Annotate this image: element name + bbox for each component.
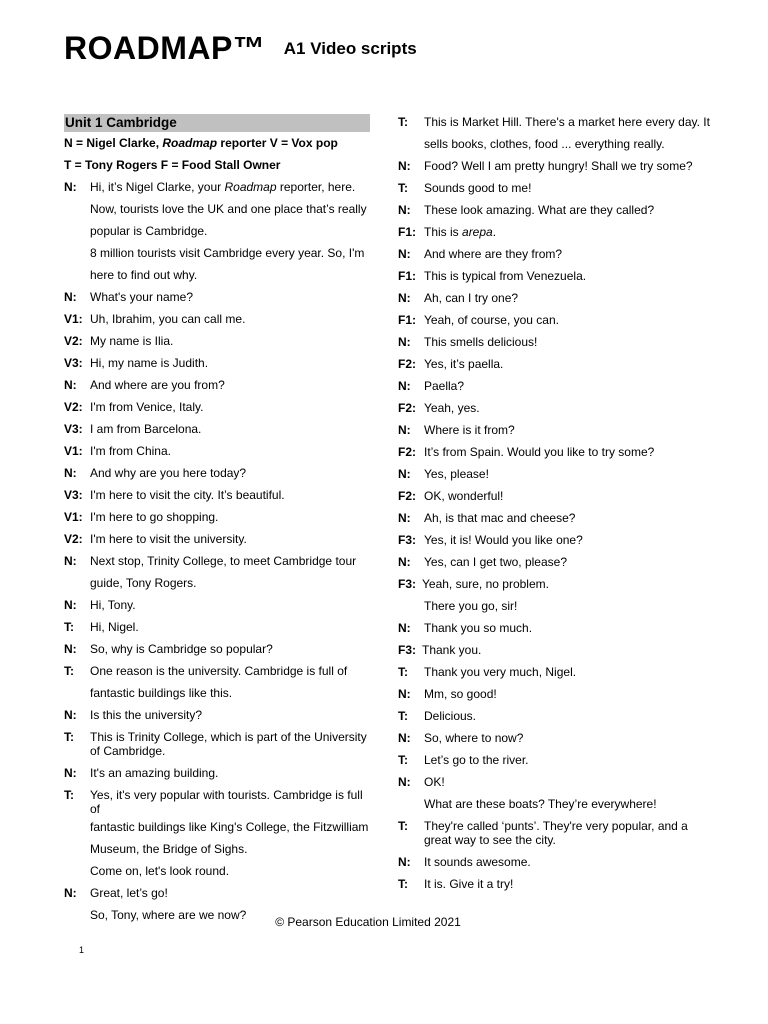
dialogue-list-right xyxy=(398,111,718,895)
dialogue-line xyxy=(398,309,718,331)
dialogue-text: One reason is the university. Cambridge is full of xyxy=(90,664,348,678)
dialogue-line xyxy=(398,639,718,661)
dialogue-line xyxy=(398,111,718,133)
dialogue-line xyxy=(398,617,718,639)
dialogue-line xyxy=(398,133,718,155)
speaker-label: T: xyxy=(398,115,408,129)
speaker-key-line-1: N = Nigel Clarke, Roadmap reporter V = Vox pop xyxy=(64,136,338,150)
dialogue-text: Hi, it’s Nigel Clarke, your Roadmap reporter, here. xyxy=(90,180,356,194)
dialogue-line xyxy=(398,441,718,463)
dialogue-line xyxy=(64,594,370,616)
dialogue-text: What are these boats? They’re everywhere! xyxy=(424,797,657,811)
dialogue-line xyxy=(398,397,718,419)
dialogue-text: Delicious. xyxy=(424,709,477,723)
document-subtitle: A1 Video scripts xyxy=(283,39,417,58)
speaker-label: T: xyxy=(64,730,74,744)
dialogue-line xyxy=(398,661,718,683)
dialogue-line xyxy=(398,749,718,771)
speaker-label xyxy=(64,220,90,224)
dialogue-text: Ah, is that mac and cheese? xyxy=(424,511,576,525)
speaker-label: N: xyxy=(398,731,411,745)
speaker-label: V1: xyxy=(64,312,83,326)
script-column-left xyxy=(64,111,370,926)
speaker-label: F3: xyxy=(398,643,416,657)
dialogue-line xyxy=(64,660,370,682)
dialogue-text: So, Tony, where are we now? xyxy=(90,908,247,922)
document-header xyxy=(64,30,417,67)
dialogue-text: My name is Ilia. xyxy=(90,334,174,348)
dialogue-text: Let’s go to the river. xyxy=(424,753,529,767)
dialogue-text: Yes, it's very popular with tourists. Cambridge is full of xyxy=(90,788,363,816)
dialogue-line xyxy=(64,286,370,308)
dialogue-text: Next stop, Trinity College, to meet Cambridge tour xyxy=(90,554,357,568)
dialogue-text: It sounds awesome. xyxy=(424,855,531,869)
speaker-label: N: xyxy=(64,554,77,568)
dialogue-text: I am from Barcelona. xyxy=(90,422,202,436)
dialogue-line xyxy=(64,704,370,726)
dialogue-line xyxy=(64,528,370,550)
speaker-label: N: xyxy=(398,775,411,789)
speaker-label: N: xyxy=(398,379,411,393)
dialogue-line xyxy=(64,242,370,264)
dialogue-line xyxy=(398,485,718,507)
speaker-label: V2: xyxy=(64,334,83,348)
dialogue-line xyxy=(64,572,370,594)
dialogue-line xyxy=(398,243,718,265)
dialogue-text: fantastic buildings like King's College, the Fitzwilliam xyxy=(90,820,369,834)
dialogue-text: Ah, can I try one? xyxy=(424,291,519,305)
speaker-label: V1: xyxy=(64,510,83,524)
dialogue-line xyxy=(398,331,718,353)
speaker-label: T: xyxy=(64,664,74,678)
dialogue-text: Hi, Nigel. xyxy=(90,620,139,634)
dialogue-line xyxy=(64,506,370,528)
dialogue-text: Where is it from? xyxy=(424,423,515,437)
speaker-label: F1: xyxy=(398,269,416,283)
dialogue-line xyxy=(398,573,718,595)
dialogue-line xyxy=(64,176,370,198)
dialogue-text: And why are you here today? xyxy=(90,466,247,480)
speaker-label: F2: xyxy=(398,489,416,503)
speaker-label: N: xyxy=(64,378,77,392)
dialogue-line xyxy=(64,462,370,484)
dialogue-text: Hi, Tony. xyxy=(90,598,136,612)
dialogue-line xyxy=(64,374,370,396)
dialogue-text: This is arepa. xyxy=(424,225,497,239)
dialogue-text: OK, wonderful! xyxy=(424,489,504,503)
speaker-label: N: xyxy=(398,621,411,635)
dialogue-text: fantastic buildings like this. xyxy=(90,686,233,700)
dialogue-text: Sounds good to me! xyxy=(424,181,532,195)
dialogue-text: Yes, can I get two, please? xyxy=(424,555,567,569)
speaker-label xyxy=(64,264,90,268)
dialogue-text: Thank you very much, Nigel. xyxy=(424,665,577,679)
speaker-label: N: xyxy=(64,766,77,780)
speaker-label: F1: xyxy=(398,313,416,327)
speaker-label xyxy=(398,595,424,599)
dialogue-text: guide, Tony Rogers. xyxy=(90,576,197,590)
dialogue-text: Yes, it’s paella. xyxy=(424,357,504,371)
dialogue-text: Is this the university? xyxy=(90,708,203,722)
dialogue-line xyxy=(64,352,370,374)
dialogue-text: It's an amazing building. xyxy=(90,766,219,780)
dialogue-line xyxy=(398,595,718,617)
dialogue-line xyxy=(64,550,370,572)
speaker-label: N: xyxy=(398,335,411,349)
dialogue-line xyxy=(64,616,370,638)
speaker-label: V2: xyxy=(64,532,83,546)
speaker-label: N: xyxy=(64,708,77,722)
dialogue-text: This is Market Hill. There's a market here every day. It xyxy=(424,115,710,129)
speaker-label: T: xyxy=(398,753,408,767)
dialogue-text: I'm from China. xyxy=(90,444,171,458)
dialogue-line xyxy=(398,851,718,873)
speaker-label: V3: xyxy=(64,488,83,502)
dialogue-text: Museum, the Bridge of Sighs. xyxy=(90,842,248,856)
speaker-label: N: xyxy=(398,247,411,261)
dialogue-line xyxy=(64,308,370,330)
dialogue-line xyxy=(64,330,370,352)
dialogue-text: Come on, let's look round. xyxy=(90,864,230,878)
speaker-label: N: xyxy=(64,180,77,194)
speaker-label xyxy=(398,133,424,137)
dialogue-text: Yeah, yes. xyxy=(424,401,480,415)
speaker-label: N: xyxy=(398,423,411,437)
copyright-footer: © Pearson Education Limited 2021 xyxy=(275,915,461,929)
dialogue-line xyxy=(64,882,370,904)
dialogue-list-left xyxy=(64,176,370,926)
dialogue-text: Yes, please! xyxy=(424,467,489,481)
dialogue-line xyxy=(64,484,370,506)
dialogue-text: These look amazing. What are they called? xyxy=(424,203,655,217)
speaker-label: F3: xyxy=(398,533,416,547)
dialogue-text: Paella? xyxy=(424,379,465,393)
speaker-label: F2: xyxy=(398,445,416,459)
dialogue-text: What's your name? xyxy=(90,290,194,304)
speaker-label: N: xyxy=(64,290,77,304)
dialogue-line xyxy=(64,726,370,762)
dialogue-line xyxy=(64,198,370,220)
script-column-right xyxy=(398,111,718,895)
dialogue-line xyxy=(398,265,718,287)
dialogue-text: Yes, it is! Would you like one? xyxy=(424,533,583,547)
speaker-label: F1: xyxy=(398,225,416,239)
dialogue-text: I'm here to visit the university. xyxy=(90,532,247,546)
speaker-label: N: xyxy=(398,855,411,869)
speaker-label: T: xyxy=(64,620,74,634)
dialogue-text: Thank you so much. xyxy=(424,621,533,635)
dialogue-text: Mm, so good! xyxy=(424,687,497,701)
speaker-label: T: xyxy=(64,788,74,802)
dialogue-line xyxy=(398,419,718,441)
speaker-label: F2: xyxy=(398,401,416,415)
dialogue-text: This is typical from Venezuela. xyxy=(424,269,587,283)
speaker-label: V3: xyxy=(64,422,83,436)
speaker-label: N: xyxy=(398,467,411,481)
dialogue-text: This is Trinity College, which is part of the University of Cambridge. xyxy=(90,730,367,758)
dialogue-line xyxy=(398,683,718,705)
dialogue-line xyxy=(64,396,370,418)
speaker-label: N: xyxy=(64,598,77,612)
speaker-label: N: xyxy=(398,555,411,569)
dialogue-text: popular is Cambridge. xyxy=(90,224,208,238)
speaker-label: N: xyxy=(398,687,411,701)
unit-heading: Unit 1 Cambridge xyxy=(64,114,370,132)
dialogue-line xyxy=(64,784,370,816)
dialogue-line xyxy=(64,418,370,440)
speaker-label: T: xyxy=(398,665,408,679)
dialogue-line xyxy=(398,705,718,727)
dialogue-text: I'm from Venice, Italy. xyxy=(90,400,204,414)
dialogue-text: I'm here to visit the city. It’s beautiful. xyxy=(90,488,285,502)
speaker-label: V1: xyxy=(64,444,83,458)
dialogue-text: I'm here to go shopping. xyxy=(90,510,219,524)
speaker-label xyxy=(64,904,90,908)
speaker-label: N: xyxy=(398,203,411,217)
dialogue-line xyxy=(398,221,718,243)
dialogue-line xyxy=(64,838,370,860)
dialogue-text: So, where to now? xyxy=(424,731,524,745)
dialogue-line xyxy=(64,638,370,660)
brand-title: ROADMAP™ xyxy=(64,30,266,66)
speaker-label xyxy=(64,242,90,246)
dialogue-line xyxy=(398,353,718,375)
dialogue-line xyxy=(398,793,718,815)
speaker-label: N: xyxy=(398,511,411,525)
speaker-label: T: xyxy=(398,819,408,833)
speaker-label: N: xyxy=(64,642,77,656)
speaker-label: T: xyxy=(398,709,408,723)
speaker-label xyxy=(398,793,424,797)
dialogue-text: There you go, sir! xyxy=(424,599,518,613)
dialogue-text: Thank you. xyxy=(422,643,482,657)
dialogue-line xyxy=(398,199,718,221)
speaker-label: N: xyxy=(398,291,411,305)
speaker-label xyxy=(64,572,90,576)
speaker-label xyxy=(64,838,90,842)
dialogue-line xyxy=(64,860,370,882)
dialogue-text: Yeah, sure, no problem. xyxy=(422,577,549,591)
speaker-label xyxy=(64,682,90,686)
speaker-label xyxy=(64,860,90,864)
dialogue-line xyxy=(64,816,370,838)
dialogue-text: And where are you from? xyxy=(90,378,225,392)
dialogue-line xyxy=(398,771,718,793)
dialogue-line xyxy=(64,682,370,704)
speaker-label: N: xyxy=(64,466,77,480)
dialogue-text: Now, tourists love the UK and one place that’s really xyxy=(90,202,367,216)
dialogue-text: It is. Give it a try! xyxy=(424,877,514,891)
dialogue-line xyxy=(64,220,370,242)
dialogue-text: This smells delicious! xyxy=(424,335,538,349)
dialogue-text: So, why is Cambridge so popular? xyxy=(90,642,273,656)
speaker-label: F2: xyxy=(398,357,416,371)
speaker-label: F3: xyxy=(398,577,416,591)
dialogue-text: Great, let’s go! xyxy=(90,886,168,900)
dialogue-line xyxy=(64,762,370,784)
dialogue-line xyxy=(398,551,718,573)
dialogue-line xyxy=(64,440,370,462)
dialogue-text: 8 million tourists visit Cambridge every year. So, I'm xyxy=(90,246,365,260)
dialogue-text: And where are they from? xyxy=(424,247,563,261)
dialogue-text: Yeah, of course, you can. xyxy=(424,313,559,327)
speaker-label: N: xyxy=(64,886,77,900)
dialogue-line xyxy=(398,507,718,529)
dialogue-line xyxy=(398,815,718,851)
dialogue-text: here to find out why. xyxy=(90,268,198,282)
speaker-label: V3: xyxy=(64,356,83,370)
speaker-label: V2: xyxy=(64,400,83,414)
speaker-label: T: xyxy=(398,877,408,891)
speaker-label: T: xyxy=(398,181,408,195)
dialogue-text: They're called ‘punts’. They're very popular, and a great way to see the city. xyxy=(424,819,688,847)
dialogue-line xyxy=(398,873,718,895)
dialogue-line xyxy=(64,264,370,286)
dialogue-text: It’s from Spain. Would you like to try some? xyxy=(424,445,655,459)
speaker-key-line-2: T = Tony Rogers F = Food Stall Owner xyxy=(64,158,281,172)
dialogue-text: sells books, clothes, food ... everything really. xyxy=(424,137,665,151)
dialogue-text: Hi, my name is Judith. xyxy=(90,356,209,370)
dialogue-line xyxy=(398,529,718,551)
speaker-label xyxy=(64,816,90,820)
dialogue-line xyxy=(398,155,718,177)
dialogue-line xyxy=(398,727,718,749)
dialogue-line xyxy=(398,287,718,309)
dialogue-text: Food? Well I am pretty hungry! Shall we try some? xyxy=(424,159,693,173)
speaker-label: N: xyxy=(398,159,411,173)
page-number: 1 xyxy=(79,945,85,955)
dialogue-line xyxy=(398,375,718,397)
speaker-label xyxy=(64,198,90,202)
dialogue-text: OK! xyxy=(424,775,445,789)
dialogue-text: Uh, Ibrahim, you can call me. xyxy=(90,312,246,326)
dialogue-line xyxy=(398,177,718,199)
dialogue-line xyxy=(398,463,718,485)
